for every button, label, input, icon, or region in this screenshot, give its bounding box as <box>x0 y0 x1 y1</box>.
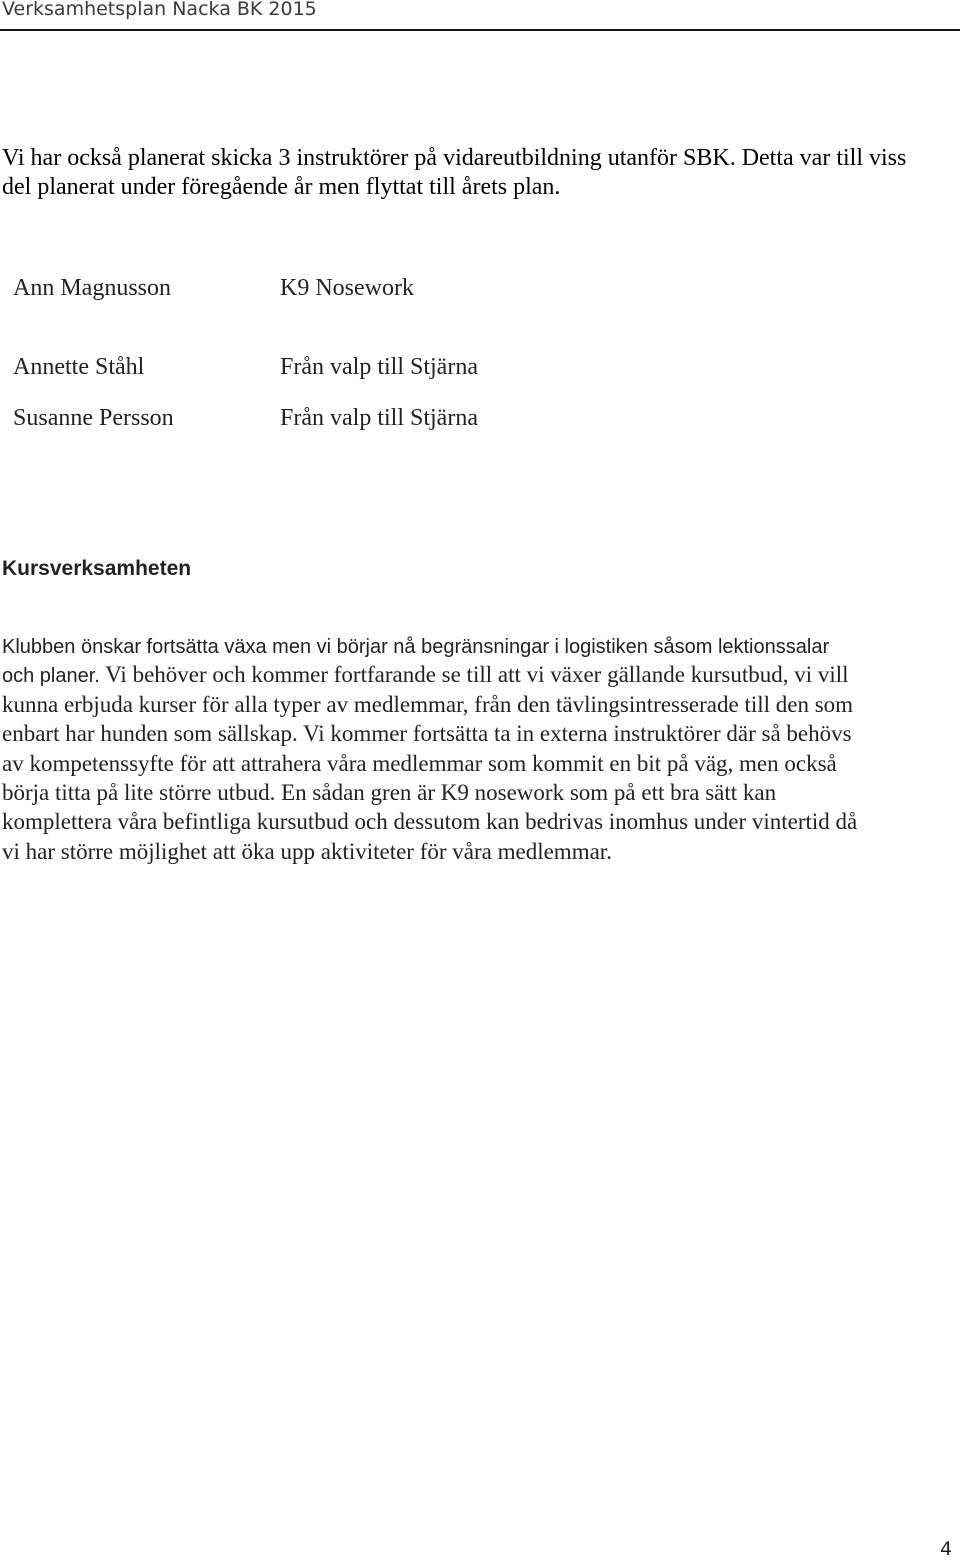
instructor-course: K9 Nosework <box>280 275 414 301</box>
paragraph-line <box>2 807 958 836</box>
document-header-title: Verksamhetsplan Nacka BK 2015 <box>2 0 317 20</box>
paragraph-line <box>2 690 958 719</box>
intro-line: Vi har också planerat skicka 3 instruktörer på vidareutbildning utanför SBK. Detta var till viss <box>2 145 907 171</box>
paragraph-text-serif: komplettera våra befintliga kursutbud och dessutom kan bedrivas inomhus under vintertid då <box>2 809 858 835</box>
instructor-name: Ann Magnusson <box>13 275 172 301</box>
paragraph-line <box>2 719 958 748</box>
paragraph-line <box>2 837 958 866</box>
instructor-course: Från valp till Stjärna <box>280 405 478 431</box>
paragraph-text-serif: vi har större möjlighet att öka upp aktiviteter för våra medlemmar. <box>2 838 612 864</box>
paragraph-text-serif: Vi behöver och kommer fortfarande se till att vi växer gällande kursutbud, vi vill <box>99 662 849 688</box>
section-heading: Kursverksamheten <box>2 557 192 580</box>
paragraph-line <box>2 631 958 660</box>
section-paragraph <box>2 631 958 866</box>
page-number: 4 <box>940 1538 953 1560</box>
paragraph-text-sans: och planer. <box>2 665 100 688</box>
instructor-name: Annette Ståhl <box>13 354 145 380</box>
paragraph-line <box>2 749 958 778</box>
paragraph-line <box>2 778 958 807</box>
instructor-name: Susanne Persson <box>13 405 174 431</box>
header-divider <box>0 29 960 31</box>
paragraph-text-serif: enbart har hunden som sällskap. Vi kommer fortsätta ta in externa instruktörer där så behövs <box>2 721 852 747</box>
intro-line: del planerat under föregående år men flyttat till årets plan. <box>2 174 561 200</box>
paragraph-text-serif: kunna erbjuda kurser för alla typer av medlemmar, från den tävlingsintresserade till den som <box>2 691 854 717</box>
instructor-course: Från valp till Stjärna <box>280 354 478 380</box>
paragraph-text-sans: Klubben önskar fortsätta växa men vi börjar nå begränsningar i logistiken såsom lektionssalar <box>2 636 830 658</box>
paragraph-text-serif: börja titta på lite större utbud. En sådan gren är K9 nosework som på ett bra sätt kan <box>2 779 777 805</box>
intro-paragraph <box>2 144 958 202</box>
paragraph-text-serif: av kompetenssyfte för att attrahera våra medlemmar som kommit en bit på väg, men också <box>2 750 837 776</box>
paragraph-line <box>2 660 958 689</box>
